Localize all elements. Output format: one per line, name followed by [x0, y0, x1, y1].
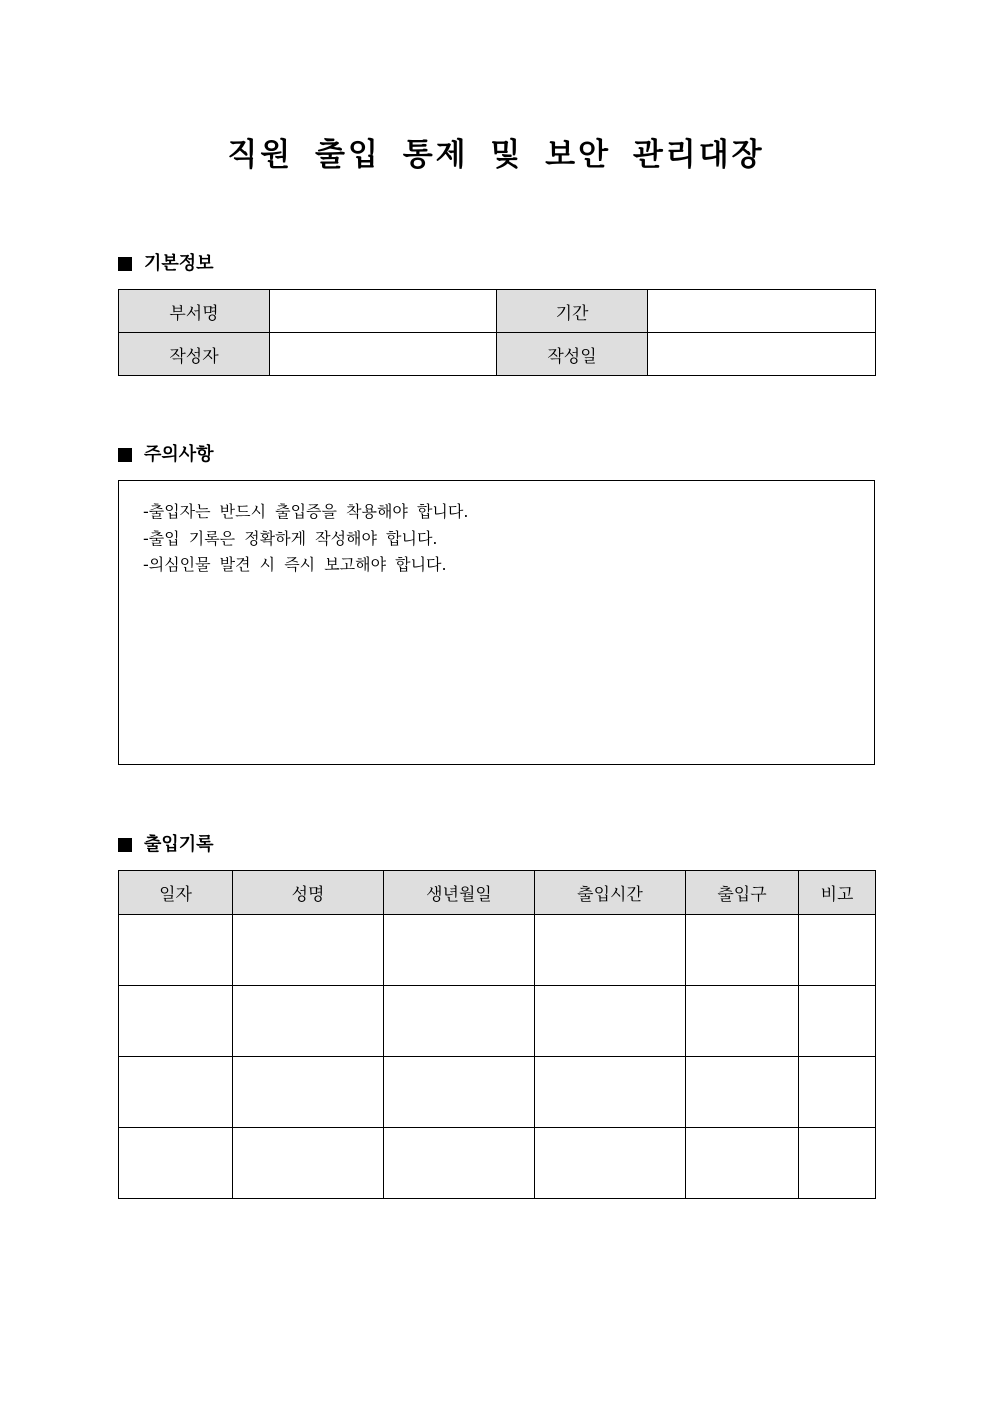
- period-label: 기간: [497, 290, 648, 333]
- table-row: [119, 915, 876, 986]
- table-cell[interactable]: [535, 915, 686, 986]
- table-cell[interactable]: [799, 915, 876, 986]
- table-cell[interactable]: [384, 986, 535, 1057]
- document-title: 직원 출입 통제 및 보안 관리대장: [227, 137, 765, 173]
- author-label: 작성자: [119, 333, 270, 376]
- date-written-label: 작성일: [497, 333, 648, 376]
- notice-line: -출입 기록은 정확하게 작성해야 합니다.: [143, 528, 438, 548]
- column-header-birthdate: 생년월일: [384, 871, 535, 915]
- table-cell[interactable]: [799, 986, 876, 1057]
- table-cell[interactable]: [686, 1128, 799, 1199]
- table-cell[interactable]: [799, 1128, 876, 1199]
- square-bullet-icon: [118, 838, 132, 852]
- table-row: [119, 986, 876, 1057]
- period-field[interactable]: [648, 290, 876, 333]
- date-written-field[interactable]: [648, 333, 876, 376]
- table-cell[interactable]: [384, 1057, 535, 1128]
- table-header-row: [119, 871, 876, 915]
- column-header-date: 일자: [119, 871, 233, 915]
- column-header-name: 성명: [233, 871, 384, 915]
- author-field[interactable]: [270, 333, 497, 376]
- notice-line: -의심인물 발견 시 즉시 보고해야 합니다.: [143, 555, 447, 574]
- table-cell[interactable]: [686, 1057, 799, 1128]
- basic-info-heading-label: 기본정보: [144, 253, 214, 274]
- basic-info-row: [119, 333, 876, 376]
- notice-heading-label: 주의사항: [144, 444, 214, 465]
- table-cell[interactable]: [233, 986, 384, 1057]
- records-heading: [118, 833, 214, 857]
- department-field[interactable]: [270, 290, 497, 333]
- basic-info-table: [118, 289, 876, 376]
- table-cell[interactable]: [686, 986, 799, 1057]
- basic-info-row: [119, 290, 876, 333]
- table-cell[interactable]: [119, 1057, 233, 1128]
- table-row: [119, 1057, 876, 1128]
- column-header-access-time: 출입시간: [535, 871, 686, 915]
- table-cell[interactable]: [233, 915, 384, 986]
- column-header-gate: 출입구: [686, 871, 799, 915]
- notice-line: -출입자는 반드시 출입증을 착용해야 합니다.: [143, 502, 469, 521]
- square-bullet-icon: [118, 448, 132, 462]
- table-cell[interactable]: [119, 986, 233, 1057]
- table-cell[interactable]: [233, 1128, 384, 1199]
- table-cell[interactable]: [686, 915, 799, 986]
- table-cell[interactable]: [233, 1057, 384, 1128]
- table-cell[interactable]: [535, 986, 686, 1057]
- table-row: [119, 1128, 876, 1199]
- table-cell[interactable]: [384, 1128, 535, 1199]
- column-header-remarks: 비고: [799, 871, 876, 915]
- notice-box: [118, 480, 875, 765]
- records-heading-label: 출입기록: [144, 834, 214, 855]
- department-label: 부서명: [119, 290, 270, 333]
- table-cell[interactable]: [119, 915, 233, 986]
- basic-info-heading: [118, 252, 214, 276]
- table-cell[interactable]: [535, 1128, 686, 1199]
- access-records-table: [118, 870, 876, 1199]
- table-cell[interactable]: [535, 1057, 686, 1128]
- table-cell[interactable]: [799, 1057, 876, 1128]
- notice-lines: [143, 499, 468, 579]
- square-bullet-icon: [118, 257, 132, 271]
- table-cell[interactable]: [384, 915, 535, 986]
- table-cell[interactable]: [119, 1128, 233, 1199]
- notice-heading: [118, 443, 214, 467]
